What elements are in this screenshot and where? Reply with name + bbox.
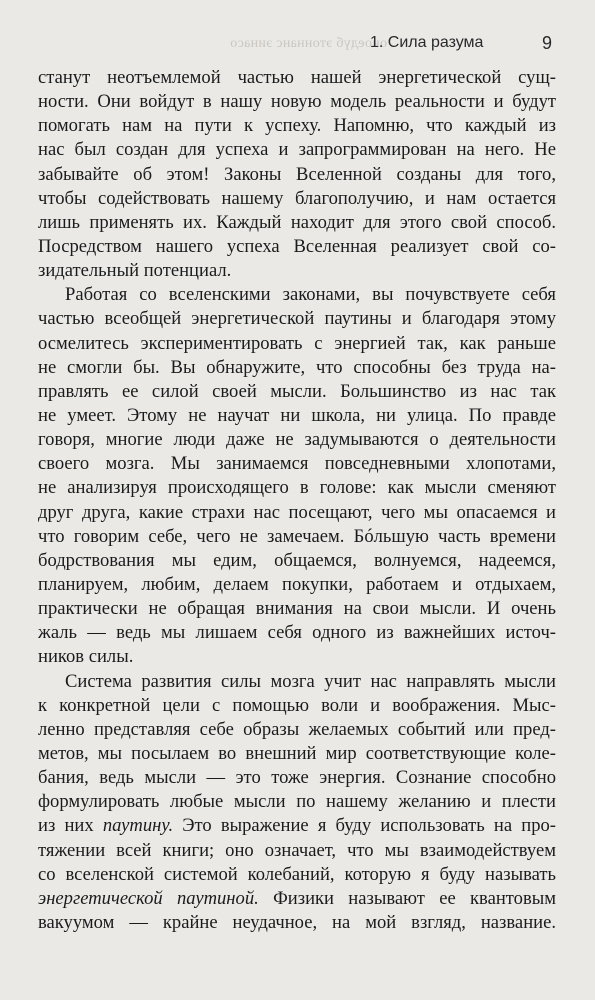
text-line: тяжении всей книги; оно означает, что мы взаимодействуем: [38, 839, 556, 861]
text-line: лишь применять их. Каждый находит для этого свой способ.: [38, 211, 556, 233]
text-line: практически не обращая внимания на свои мысли. И очень: [38, 598, 556, 620]
running-head: [0, 34, 595, 58]
text-line: чтобы содействовать нашему благополучию, и нам остается: [38, 187, 556, 209]
page-number: 9: [542, 33, 553, 53]
text-line: осмелитесь экспериментировать с энергией так, как раньше: [38, 332, 556, 354]
text-line: забывайте об этом! Законы Вселенной созданы для того,: [38, 163, 556, 185]
text-line: к конкретной цели с помощью воли и воображения. Мыс-: [38, 694, 556, 716]
text-line: друг друга, какие страхи нас посещают, чего мы опасаемся и: [38, 501, 556, 523]
text-line: жаль — ведь мы лишаем себя одного из важнейших источ-: [38, 622, 556, 644]
chapter-title: 1. Сила разума: [370, 34, 484, 51]
text-line: формулировать любые мысли по нашему желанию и плести: [38, 791, 556, 813]
paragraph-start-line: Работая со вселенскими законами, вы почувствуете себя: [65, 284, 556, 306]
text-line: метов, мы посылаем во внешний мир соответствующие коле-: [38, 742, 556, 764]
text-line: ности. Они войдут в нашу новую модель реальности и будут: [38, 91, 556, 113]
text-line: своего мозга. Мы занимаемся повседневными хлопотами,: [38, 453, 556, 475]
text-line: ленно представляя себе образы желаемых событий или пред-: [38, 718, 556, 740]
text-line: помогать нам на пути к успеху. Напомню, что каждый из: [38, 115, 556, 137]
show-through-text: оноедүб этоннанс эинасо: [230, 36, 388, 51]
text-line: нас был создан для успеха и запрограммирован на него. Не: [38, 139, 556, 161]
paragraph-start-line: Система развития силы мозга учит нас направлять мысли: [65, 670, 556, 692]
text-line: ников силы.: [38, 646, 134, 668]
text-line: не анализируя происходящего в голове: как мысли сменяют: [38, 477, 556, 499]
text-line: зидательный потенциал.: [38, 260, 232, 282]
text-line: вакуумом — крайне неудачное, на мой взгляд, название.: [38, 911, 556, 933]
body-text: [38, 66, 556, 935]
text-line: из них паутину. Это выражение я буду использовать на про-: [38, 815, 556, 837]
text-line: не смогли бы. Вы обнаружите, что способны без труда на-: [38, 356, 556, 378]
text-line: частью всеобщей энергетической паутины и благодаря этому: [38, 308, 556, 330]
text-line: что говорим себе, чего не замечаем. Бóльшую часть времени: [38, 525, 556, 547]
text-line: бания, ведь мысли — это тоже энергия. Сознание способно: [38, 767, 556, 789]
text-line: правлять ее силой своей мысли. Большинство из нас так: [38, 380, 556, 402]
text-line: станут неотъемлемой частью нашей энергетической сущ-: [38, 67, 556, 88]
text-line: со вселенской системой колебаний, которую я буду называть: [38, 863, 556, 885]
text-line: Посредством нашего успеха Вселенная реализует свой со-: [38, 235, 556, 257]
text-line: планируем, любим, делаем покупки, работаем и отдыхаем,: [38, 573, 556, 595]
text-line: говоря, многие люди даже не задумываются о деятельности: [38, 429, 556, 451]
text-line: не умеет. Этому не научат ни школа, ни улица. По правде: [38, 404, 556, 426]
text-line: бодрствования мы едим, общаемся, волнуемся, надеемся,: [38, 549, 556, 571]
text-line: энергетической паутиной. Физики называют ее квантовым: [38, 887, 556, 909]
